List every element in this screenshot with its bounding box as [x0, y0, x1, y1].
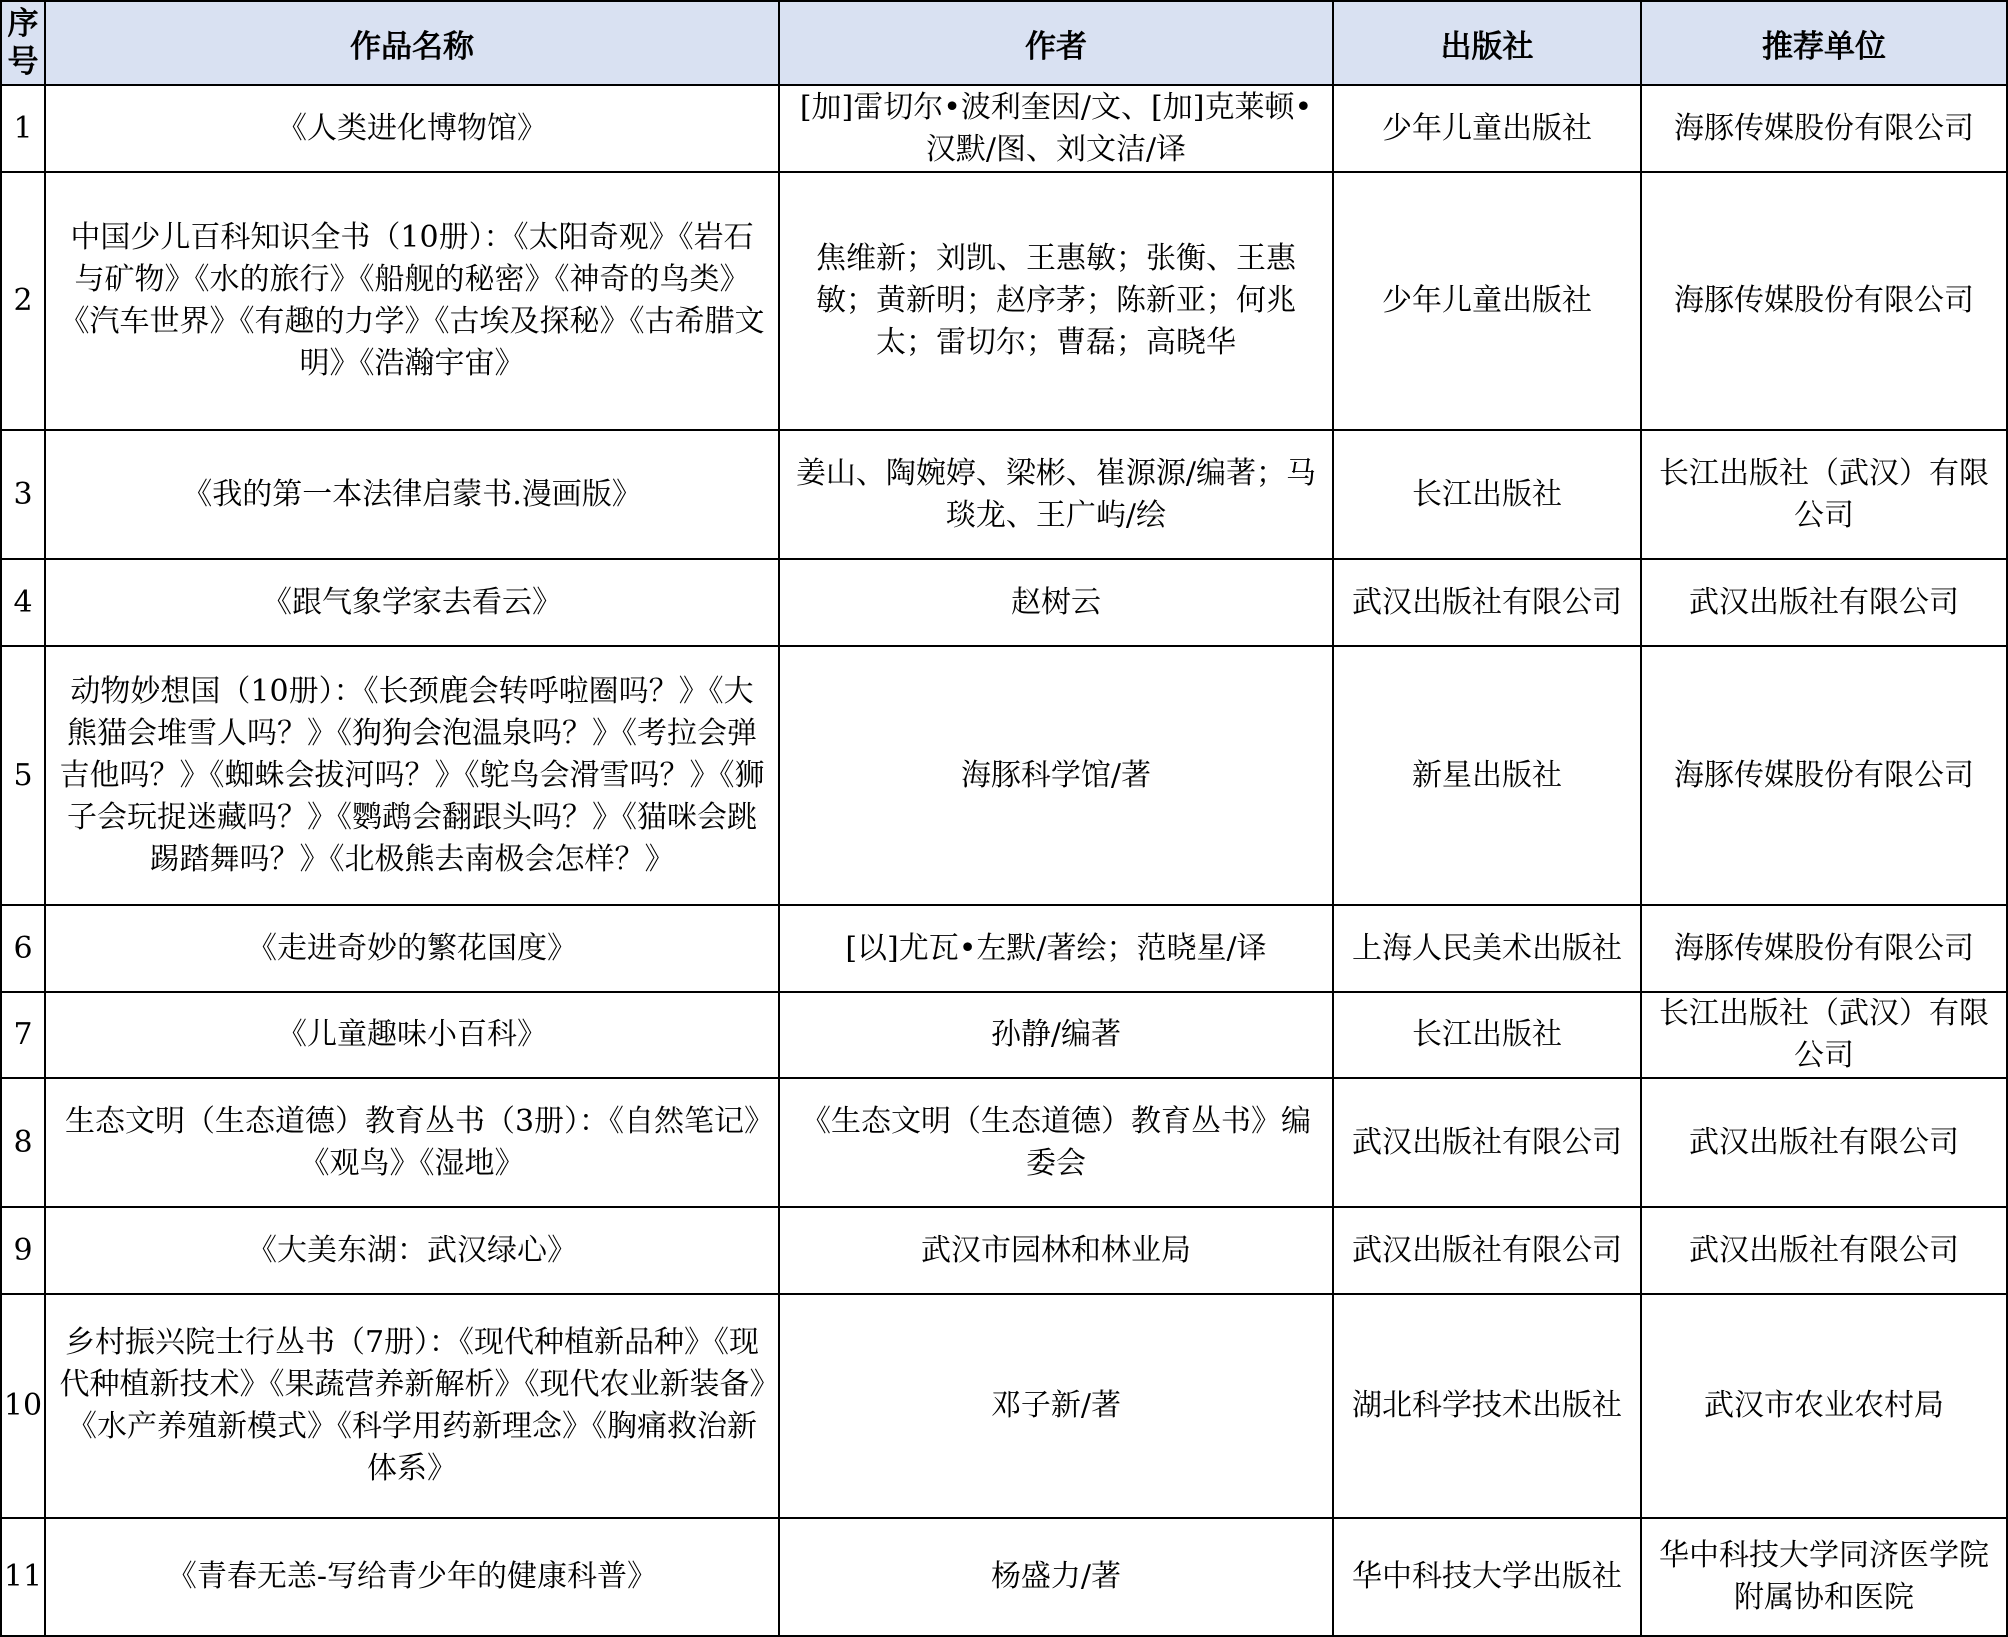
cell-author: 武汉市园林和林业局 — [779, 1207, 1333, 1294]
cell-recommender: 武汉出版社有限公司 — [1641, 559, 2007, 646]
cell-seq: 1 — [1, 85, 45, 172]
table-row — [1, 85, 2007, 172]
header-row — [1, 1, 2007, 85]
cell-author: 姜山、陶婉婷、梁彬、崔源源/编著；马琰龙、王广屿/绘 — [779, 430, 1333, 559]
cell-seq: 8 — [1, 1078, 45, 1207]
cell-author: 赵树云 — [779, 559, 1333, 646]
cell-publisher: 长江出版社 — [1333, 992, 1641, 1078]
cell-recommender: 海豚传媒股份有限公司 — [1641, 646, 2007, 905]
cell-publisher: 少年儿童出版社 — [1333, 85, 1641, 172]
table-row — [1, 992, 2007, 1078]
cell-recommender: 海豚传媒股份有限公司 — [1641, 905, 2007, 992]
cell-publisher: 长江出版社 — [1333, 430, 1641, 559]
cell-title: 《我的第一本法律启蒙书.漫画版》 — [45, 430, 779, 559]
cell-title: 《大美东湖：武汉绿心》 — [45, 1207, 779, 1294]
cell-title: 《走进奇妙的繁花国度》 — [45, 905, 779, 992]
table-body — [1, 85, 2007, 1636]
cell-publisher: 武汉出版社有限公司 — [1333, 559, 1641, 646]
cell-seq: 7 — [1, 992, 45, 1078]
cell-seq: 11 — [1, 1518, 45, 1636]
header-recommender: 推荐单位 — [1641, 1, 2007, 85]
cell-publisher: 上海人民美术出版社 — [1333, 905, 1641, 992]
cell-publisher: 新星出版社 — [1333, 646, 1641, 905]
table-row — [1, 172, 2007, 430]
table-header — [1, 1, 2007, 85]
table-row — [1, 646, 2007, 905]
cell-title: 动物妙想国（10册）：《长颈鹿会转呼啦圈吗？》《大熊猫会堆雪人吗？》《狗狗会泡温泉吗？》《考拉会弹吉他吗？》《蜘蛛会拔河吗？》《鸵鸟会滑雪吗？》《狮子会玩捉迷藏吗？》《鹦鹉会翻跟头吗？》《猫咪会跳踢踏舞吗？》《北极熊去南极会怎样？》 — [45, 646, 779, 905]
header-seq-line2: 号 — [7, 44, 39, 80]
table-row — [1, 430, 2007, 559]
cell-recommender: 武汉出版社有限公司 — [1641, 1078, 2007, 1207]
cell-recommender: 武汉市农业农村局 — [1641, 1294, 2007, 1518]
cell-recommender: 海豚传媒股份有限公司 — [1641, 85, 2007, 172]
cell-publisher: 湖北科学技术出版社 — [1333, 1294, 1641, 1518]
cell-title: 《儿童趣味小百科》 — [45, 992, 779, 1078]
cell-recommender: 海豚传媒股份有限公司 — [1641, 172, 2007, 430]
cell-recommender: 长江出版社（武汉）有限公司 — [1641, 430, 2007, 559]
cell-seq: 5 — [1, 646, 45, 905]
table-row — [1, 1078, 2007, 1207]
header-title: 作品名称 — [45, 1, 779, 85]
cell-recommender: 武汉出版社有限公司 — [1641, 1207, 2007, 1294]
cell-author: 海豚科学馆/著 — [779, 646, 1333, 905]
header-publisher: 出版社 — [1333, 1, 1641, 85]
table-row — [1, 1207, 2007, 1294]
cell-publisher: 少年儿童出版社 — [1333, 172, 1641, 430]
cell-title: 《人类进化博物馆》 — [45, 85, 779, 172]
cell-publisher: 武汉出版社有限公司 — [1333, 1078, 1641, 1207]
cell-seq: 6 — [1, 905, 45, 992]
cell-publisher: 华中科技大学出版社 — [1333, 1518, 1641, 1636]
table-row — [1, 1518, 2007, 1636]
cell-recommender: 长江出版社（武汉）有限公司 — [1641, 992, 2007, 1078]
cell-title: 《跟气象学家去看云》 — [45, 559, 779, 646]
cell-title: 生态文明（生态道德）教育丛书（3册）：《自然笔记》《观鸟》《湿地》 — [45, 1078, 779, 1207]
cell-seq: 9 — [1, 1207, 45, 1294]
cell-title: 《青春无恙-写给青少年的健康科普》 — [45, 1518, 779, 1636]
cell-title: 中国少儿百科知识全书（10册）：《太阳奇观》《岩石与矿物》《水的旅行》《船舰的秘密》《神奇的鸟类》《汽车世界》《有趣的力学》《古埃及探秘》《古希腊文明》《浩瀚宇宙》 — [45, 172, 779, 430]
cell-author: 邓子新/著 — [779, 1294, 1333, 1518]
cell-author: 孙静/编著 — [779, 992, 1333, 1078]
cell-seq: 3 — [1, 430, 45, 559]
cell-author: 《生态文明（生态道德）教育丛书》编委会 — [779, 1078, 1333, 1207]
cell-author: 杨盛力/著 — [779, 1518, 1333, 1636]
cell-title: 乡村振兴院士行丛书（7册）：《现代种植新品种》《现代种植新技术》《果蔬营养新解析》《现代农业新装备》《水产养殖新模式》《科学用药新理念》《胸痛救治新体系》 — [45, 1294, 779, 1518]
header-seq — [1, 1, 45, 85]
cell-publisher: 武汉出版社有限公司 — [1333, 1207, 1641, 1294]
table-row — [1, 559, 2007, 646]
header-seq-line1: 序 — [7, 6, 39, 42]
header-author: 作者 — [779, 1, 1333, 85]
table-row — [1, 1294, 2007, 1518]
cell-seq: 4 — [1, 559, 45, 646]
cell-author: [以]尤瓦•左默/著绘；范晓星/译 — [779, 905, 1333, 992]
cell-author: 焦维新；刘凯、王惠敏；张衡、王惠敏；黄新明；赵序茅；陈新亚；何兆太；雷切尔；曹磊；高晓华 — [779, 172, 1333, 430]
cell-author: [加]雷切尔•波利奎因/文、[加]克莱顿•汉默/图、刘文洁/译 — [779, 85, 1333, 172]
table-row — [1, 905, 2007, 992]
cell-recommender: 华中科技大学同济医学院附属协和医院 — [1641, 1518, 2007, 1636]
cell-seq: 2 — [1, 172, 45, 430]
cell-seq: 10 — [1, 1294, 45, 1518]
